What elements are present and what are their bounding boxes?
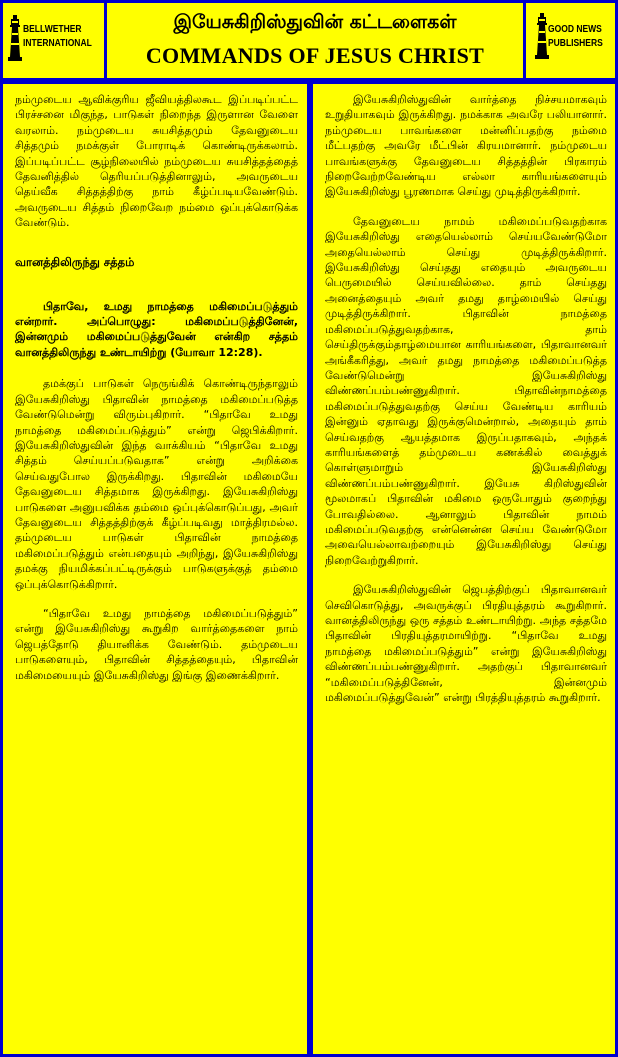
logo-left-line1: BELLWETHER [23, 24, 82, 35]
left-paragraph-2: தமக்குப் பாடுகள் நெருங்கிக் கொண்டிருந்தாலும் இயேசுகிறிஸ்து பிதாவின் நாமத்தை மகிமைப்படுத்த வேண்டுமென்று விரும்புகிறார். “பிதாவே உமது நாமத்தை மகிமைப்படுத்தும்” என்று ஜெபிக்கிறார். இயேசுகிறிஸ்துவின் இந்த வாக்கியம் “பிதாவே உமது சித்தம் செய்யப்படுவதாக” என்று அறிக்கை செய்வதுபோல இருக்கிறது. பிதாவின் மகிமையே தேவனுடைய சித்தமாக இருக்கிறது. இயேசுகிறிஸ்து பாடுகளை அனுபவிக்க தம்மை ஒப்புக்கொடுப்பது, அவர் தேவனுடைய சித்தத்திற்குக் கீழ்ப்படிவது மாத்திரமல்ல. தம்முடைய பாடுகள் பிதாவின் நாமத்தை மகிமைப்படுத்தும் என்பதையும் அறிந்து, இயேசுகிறிஸ்து தமக்கு நியமிக்கப்பட்டிருக்கும் பாடுகளுக்குத் தம்மை ஒப்புக்கொடுக்கிறார். [15, 377, 298, 591]
logo-text-left [23, 23, 92, 51]
scripture-verse: பிதாவே, உமது நாமத்தை மகிமைப்படுத்தும் என்றார். அப்பொழுது: மகிமைப்படுத்தினேன், இன்னமும் மகிமைப்படுத்துவேன் என்கிற சத்தம் வானத்திலிருந்து உண்டாயிற்று (யோவா 12:28). [15, 299, 298, 359]
logo-text-right [548, 23, 603, 51]
lighthouse-icon [7, 15, 23, 61]
right-paragraph-3: இயேசுகிறிஸ்துவின் ஜெபத்திற்குப் பிதாவானவர் செவிகொடுத்து, அவருக்குப் பிரதியுத்தரம் கூறுகிறார். வானத்திலிருந்து ஒரு சத்தம் உண்டாயிற்று. அந்த சத்தமே பிதாவின் பிரதியுத்தரமாயிற்று. “பிதாவே உமது நாமத்தை மகிமைப்படுத்தும்” என்று இயேசுகிறிஸ்து விண்ணப்பம்பண்ணுகிறார். அதற்குப் பிதாவானவர் “மகிமைப்படுத்தினேன், இன்னமும் மகிமைப்படுத்துவேன்” என்று பிரத்தியுத்தரம் கூறுகிறார். [325, 583, 607, 705]
right-paragraph-2: தேவனுடைய நாமம் மகிமைப்படுவதற்காக இயேசுகிறிஸ்து எதையெல்லாம் செய்யவேண்டுமோ அதையெல்லாம் செய்து முடித்திருக்கிறார். இயேசுகிறிஸ்து செய்தது எதையும் அவருடைய பெருமையில் செய்யவில்லை. தாம் செய்தது அனைத்தையும் அவர் தமது தாழ்மையில் செய்து முடித்திருக்கிறார். பிதாவின் நாமத்தை மகிமைப்படுத்துவதற்காக, தாம் செய்திருக்கும்தாழ்மையான காரியங்களை, பிதாவானவர் அங்கீகரித்து, அவர் தமது நாமத்தை மகிமைப்படுத்த வேண்டுமென்று இயேசுகிறிஸ்து விண்ணப்பம்பண்ணுகிறார். பிதாவின்நாமத்தை மகிமைப்படுத்துவதற்கு செய்ய வேண்டிய காரியம் இன்னும் ஏதாவது இருக்குமென்றால், அதையும் தாம் செய்வதற்கு ஆயத்தமாக இருப்பதாகவும், அந்தக் காரியங்களைத் தம்முடைய கணக்கில் வைத்துக் கொள்ளுமாறும் இயேசுகிறிஸ்து விண்ணப்பம்பண்ணுகிறார். இயேசு கிறிஸ்துவின் மூலமாகப் பிதாவின் மகிமை ஒருபோதும் குறைந்து போவதில்லை. ஆனாலும் பிதாவின் நாமம் மகிமைப்படுவதற்கு என்னென்ன செய்ய வேண்டுமோ அவையெல்லாவற்றையும் இயேசுகிறிஸ்து செய்து நிறைவேற்றுகிறார். [325, 214, 607, 567]
logo-right-line1: GOOD NEWS [548, 24, 602, 35]
logo-right-line2: PUBLISHERS [548, 38, 603, 49]
section-heading: வானத்திலிருந்து சத்தம் [15, 254, 135, 269]
left-paragraph-3: “பிதாவே உமது நாமத்தை மகிமைப்படுத்தும்” என்று இயேசுகிறிஸ்து கூறுகிற வார்த்தைகளை நாம் ஜெபத்தோடு தியானிக்க வேண்டும். தம்முடைய பாடுகளையும், பிதாவின் சித்தத்தையும், பிதாவின் மகிமையையும் இயேசுகிறிஸ்து இங்கு இணைக்கிறார். [15, 606, 298, 682]
left-column [0, 81, 310, 1057]
good-news-logo [523, 3, 615, 78]
title-tamil: இயேசுகிறிஸ்துவின் கட்டளைகள் [173, 11, 457, 33]
page-header [0, 0, 618, 81]
bellwether-logo [3, 3, 107, 78]
title-block [110, 3, 520, 78]
right-paragraph-1: இயேசுகிறிஸ்துவின் வார்த்தை நிச்சயமாகவும் உறுதியாகவும் இருக்கிறது. நமக்காக அவரே பலியானார். நம்முடைய பாவங்களை மன்னிப்பதற்கு நம்மை மீட்பதற்கு அவரே மீட்பின் கிரயமானார். நம்முடைய பாவங்களுக்கு தேவனுடைய சித்தத்தின் பிரகாரம் நிறைவேற்றவேண்டிய எல்லா காரியங்களையும் இயேசுகிறிஸ்து பூரணமாக செய்து முடித்திருக்கிறார். [325, 93, 607, 199]
title-english: COMMANDS OF JESUS CHRIST [145, 43, 485, 68]
right-column [310, 81, 618, 1057]
left-paragraph-1: நம்முடைய ஆவிக்குரிய ஜீவியத்திலகூட இப்படிப்பட்ட பிரச்சனை மிகுந்த, பாடுகள் நிறைந்த இருளான வேளை வரலாம். நம்முடைய சுயசித்தமும் தேவனுடைய சித்தமும் நமக்குள் போராடிக் கொண்டிருக்கலாம். இப்படிப்பட்ட சூழ்நிலையில் நம்முடைய சுயசித்தத்தைத் தேவனித்தில் தெரியப்படுத்தினாலும், அவருடைய தெய்வீக சித்தத்திற்கு நாம் கீழ்ப்படியவேண்டும். அவருடைய சித்தம் நிறைவேற நம்மை ஒப்புக்கொடுக்க வேண்டும். [15, 93, 298, 230]
logo-left-line2: INTERNATIONAL [23, 38, 92, 49]
